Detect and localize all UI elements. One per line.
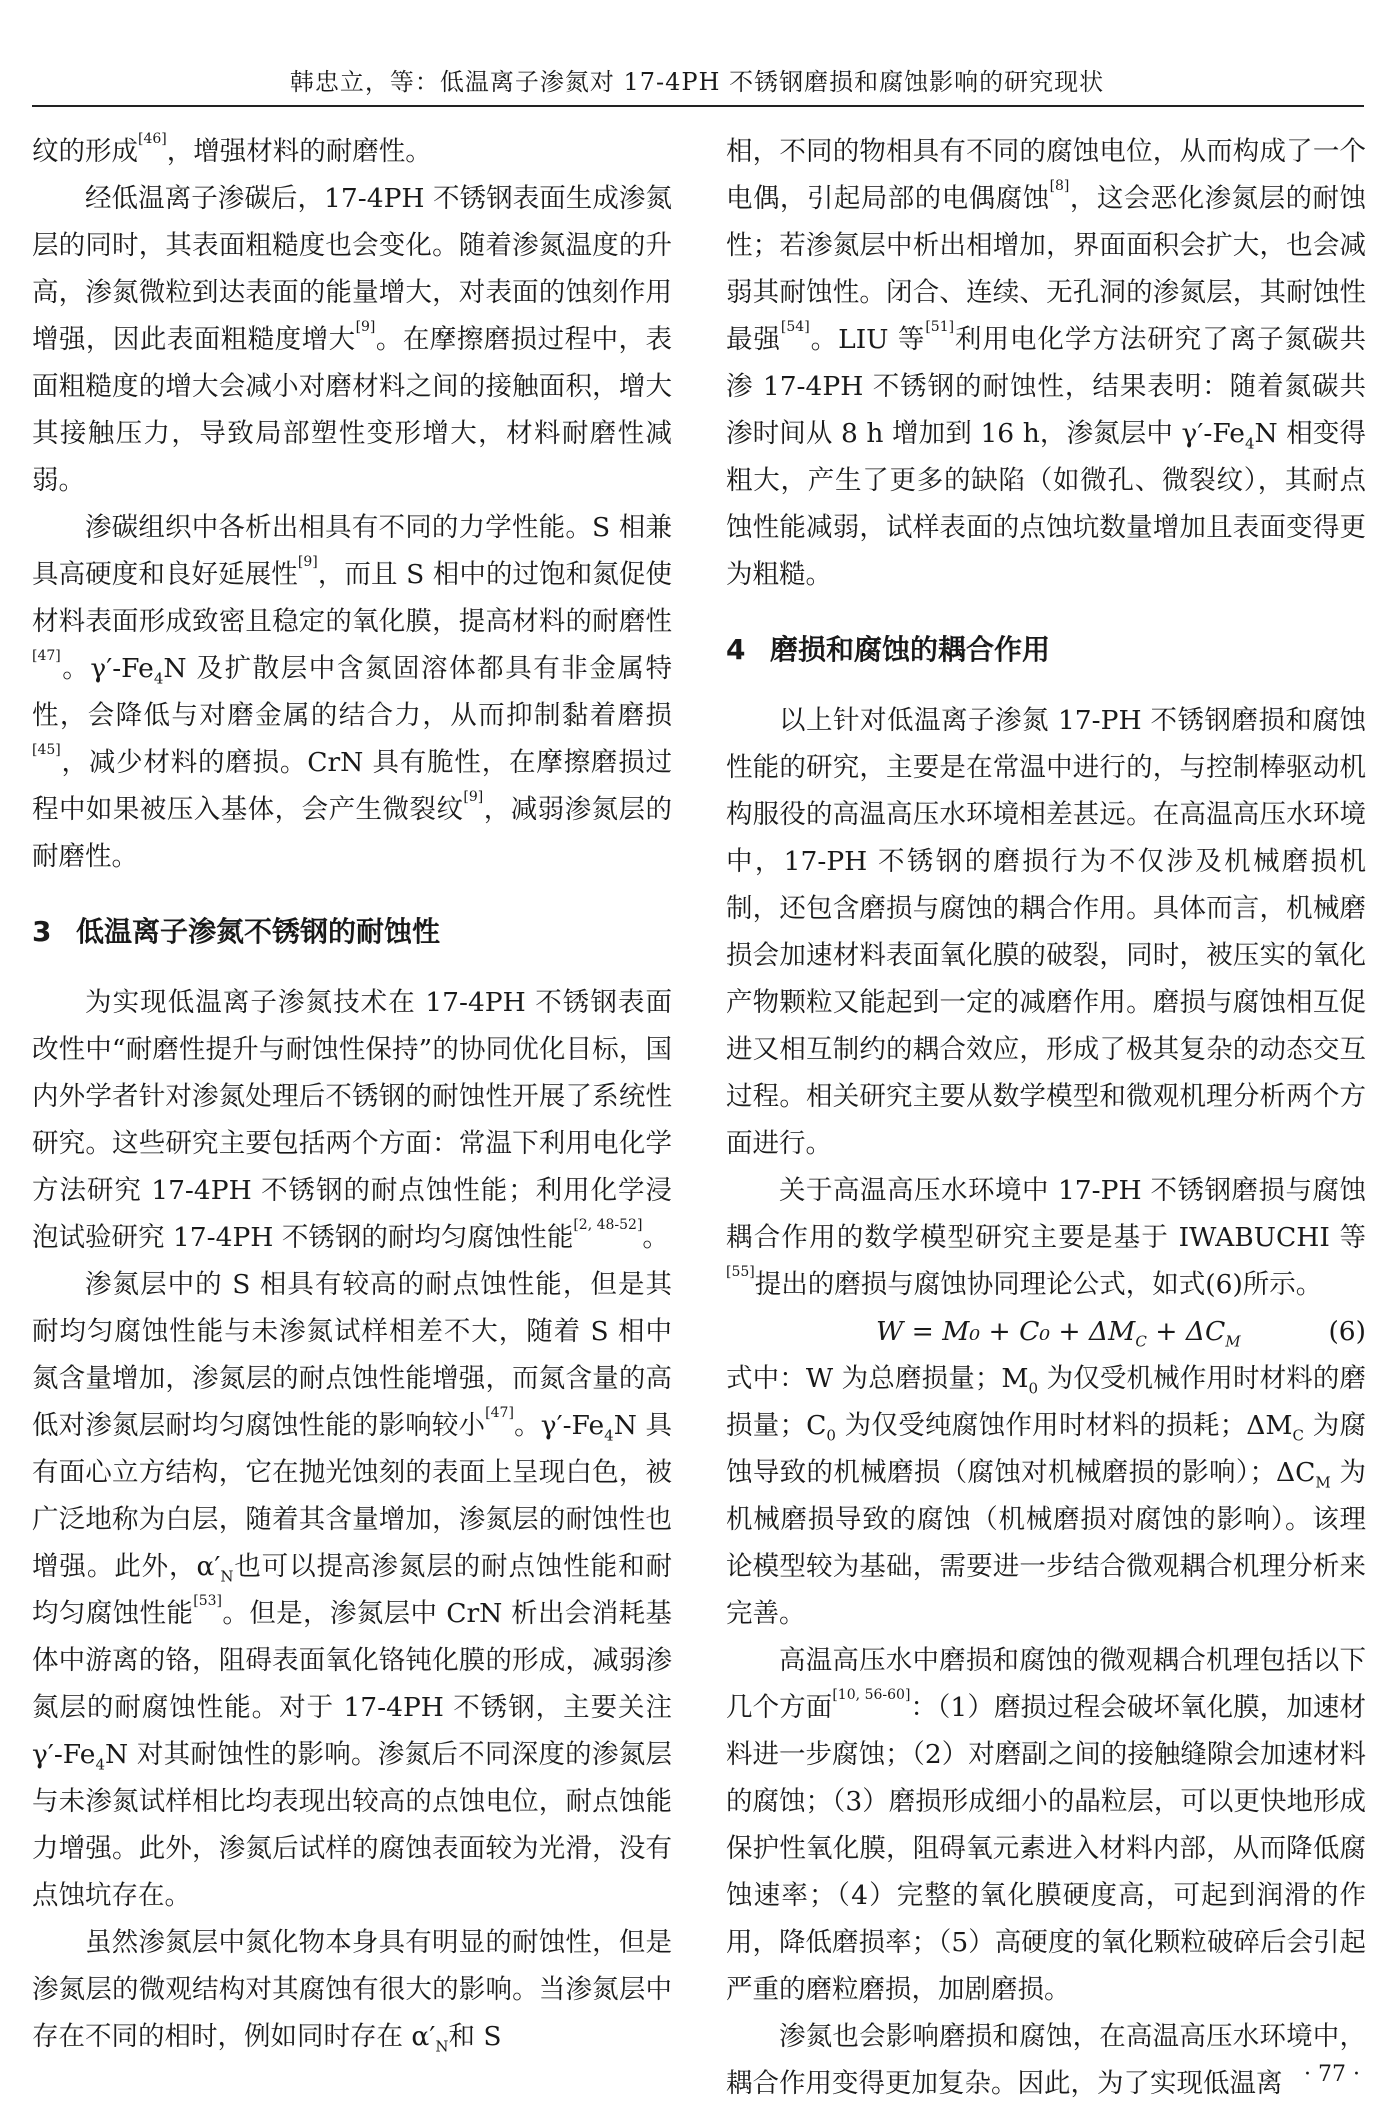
- section-number: 4: [726, 633, 746, 666]
- section-heading-3: [32, 908, 672, 955]
- citation[interactable]: [8]: [1049, 178, 1070, 194]
- citation[interactable]: [54]: [780, 319, 810, 335]
- citation[interactable]: [55]: [726, 1264, 755, 1280]
- paragraph: 高温高压水中磨损和腐蚀的微观耦合机理包括以下几个方面[10, 56-60]：（1）磨损过程会破坏氧化膜，加速材料进一步腐蚀；（2）对磨副之间的接触缝隙会加速材料的腐蚀；（3）磨损形成细小的晶粒层，可以更快地形成保护性氧化膜，阻碍氧元素进入材料内部，从而降低腐蚀速率；（4）完整的氧化膜硬度高，可起到润滑的作用，降低磨损率；（5）高硬度的氧化颗粒破碎后会引起严重的磨粒磨损，加剧磨损。: [726, 1645, 1366, 2005]
- running-header: [0, 0, 1394, 108]
- citation[interactable]: [46]: [138, 131, 167, 147]
- equation-6: [726, 1308, 1366, 1355]
- equation-body: $W = M_0 + C_0 + \Delta M_C + \Delta C_M$: [876, 1316, 1241, 1351]
- paragraph: 关于高温高压水环境中 17-PH 不锈钢磨损与腐蚀耦合作用的数学模型研究主要是基于 IWABUCHI 等[55]提出的磨损与腐蚀协同理论公式，如式(6)所示。: [726, 1175, 1366, 1300]
- section-title: 低温离子渗氮不锈钢的耐蚀性: [76, 915, 441, 948]
- section-title: 磨损和腐蚀的耦合作用: [770, 633, 1051, 666]
- citation[interactable]: [45]: [32, 742, 61, 758]
- paragraph: 虽然渗氮层中氮化物本身具有明显的耐蚀性，但是渗氮层的微观结构对其腐蚀有很大的影响。当渗氮层中存在不同的相时，例如同时存在 $\alpha'_N$和 S: [32, 1927, 672, 2056]
- citation[interactable]: [53]: [193, 1593, 223, 1609]
- citation[interactable]: [9]: [355, 319, 376, 335]
- header-rule: [32, 105, 1364, 107]
- header-title: 韩忠立，等：低温离子渗氮对 17-4PH 不锈钢磨损和腐蚀影响的研究现状: [289, 68, 1105, 96]
- citation[interactable]: [9]: [297, 554, 318, 570]
- paragraph: 为实现低温离子渗氮技术在 17-4PH 不锈钢表面改性中“耐磨性提升与耐蚀性保持”的协同优化目标，国内外学者针对渗氮处理后不锈钢的耐蚀性开展了系统性研究。这些研究主要包括两个方面：常温下利用电化学方法研究 17-4PH 不锈钢的耐点蚀性能；利用化学浸泡试验研究 17-4PH 不锈钢的耐均匀腐蚀性能[2, 48-52]。: [32, 987, 672, 1253]
- paragraph: 渗氮层中的 S 相具有较高的耐点蚀性能，但是其耐均匀腐蚀性能与未渗氮试样相差不大，随着 S 相中氮含量增加，渗氮层的耐点蚀性能增强，而氮含量的高低对渗氮层耐均匀腐蚀性能的影响较小[47]。$\gamma'-Fe_4N$ 具有面心立方结构，它在抛光蚀刻的表面上呈现白色，被广泛地称为白层，随着其含量增加，渗氮层的耐蚀性也增强。此外，$\alpha'_N$也可以提高渗氮层的耐点蚀性能和耐均匀腐蚀性能[53]。但是，渗氮层中 CrN 析出会消耗基体中游离的铬，阻碍表面氧化铬钝化膜的形成，减弱渗氮层的耐腐蚀性能。对于 17-4PH 不锈钢，主要关注 $\gamma'-Fe_4N$ 对其耐蚀性的影响。渗氮后不同深度的渗氮层与未渗氮试样相比均表现出较高的点蚀电位，耐点蚀能力增强。此外，渗氮后试样的腐蚀表面较为光滑，没有点蚀坑存在。: [32, 1269, 673, 1911]
- citation[interactable]: [9]: [463, 789, 484, 805]
- citation[interactable]: [2, 48-52]: [573, 1217, 643, 1233]
- citation[interactable]: [51]: [925, 319, 955, 335]
- paragraph: 以上针对低温离子渗氮 17-PH 不锈钢磨损和腐蚀性能的研究，主要是在常温中进行的，与控制棒驱动机构服役的高温高压水环境相差甚远。在高温高压水环境中，17-PH 不锈钢的磨损行为不仅涉及机械磨损机制，还包含磨损与腐蚀的耦合作用。具体而言，机械磨损会加速材料表面氧化膜的破裂，同时，被压实的氧化产物颗粒又能起到一定的减磨作用。磨损与腐蚀相互促进又相互制约的耦合效应，形成了极其复杂的动态交互过程。相关研究主要从数学模型和微观机理分析两个方面进行。: [726, 705, 1366, 1159]
- right-column: [726, 128, 1366, 2107]
- paragraph: 渗氮也会影响磨损和腐蚀，在高温高压水环境中，耦合作用变得更加复杂。因此，为了实现低温离: [726, 2021, 1366, 2099]
- paragraph: 渗碳组织中各析出相具有不同的力学性能。S 相兼具高硬度和良好延展性[9]，而且 S 相中的过饱和氮促使材料表面形成致密且稳定的氧化膜，提高材料的耐磨性[47]。$\gamma'-Fe_4N$ 及扩散层中含氮固溶体都具有非金属特性，会降低与对磨金属的结合力，从而抑制黏着磨损[45]，减少材料的磨损。CrN 具有脆性，在摩擦磨损过程中如果被压入基体，会产生微裂纹[9]，减弱渗氮层的耐磨性。: [32, 512, 673, 872]
- citation[interactable]: [10, 56-60]: [832, 1687, 911, 1703]
- page-number: · 77 ·: [1304, 2062, 1360, 2087]
- paragraph: 经低温离子渗碳后，17-4PH 不锈钢表面生成渗氮层的同时，其表面粗糙度也会变化。随着渗氮温度的升高，渗氮微粒到达表面的能量增大，对表面的蚀刻作用增强，因此表面粗糙度增大[9]。在摩擦磨损过程中，表面粗糙度的增大会减小对磨材料之间的接触面积，增大其接触压力，导致局部塑性变形增大，材料耐磨性减弱。: [32, 183, 673, 496]
- section-number: 3: [32, 915, 52, 948]
- paragraph: 纹的形成[46]，增强材料的耐磨性。: [32, 131, 432, 167]
- equation-number: (6): [1328, 1316, 1366, 1347]
- paragraph: 式中：W 为总磨损量；$M_0$ 为仅受机械作用时材料的磨损量；$C_0$ 为仅受纯腐蚀作用时材料的损耗；$\Delta M_C$ 为腐蚀导致的机械磨损（腐蚀对机械磨损的影响）；$\Delta C_M$ 为机械磨损导致的腐蚀（机械磨损对腐蚀的影响）。该理论模型较为基础，需要进一步结合微观耦合机理分析来完善。: [726, 1363, 1366, 1629]
- section-heading-4: [726, 626, 1366, 673]
- citation[interactable]: [47]: [32, 648, 61, 664]
- left-column: [32, 128, 672, 2060]
- paragraph: 相，不同的物相具有不同的腐蚀电位，从而构成了一个电偶，引起局部的电偶腐蚀[8]，这会恶化渗氮层的耐蚀性；若渗氮层中析出相增加，界面面积会扩大，也会减弱其耐蚀性。闭合、连续、无孔洞的渗氮层，其耐蚀性最强[54]。LIU 等[51]利用电化学方法研究了离子氮碳共渗 17-4PH 不锈钢的耐蚀性，结果表明：随着氮碳共渗时间从 8 h 增加到 16 h，渗氮层中 $\gamma'-Fe_4N$ 相变得粗大，产生了更多的缺陷（如微孔、微裂纹），其耐点蚀性能减弱，试样表面的点蚀坑数量增加且表面变得更为粗糙。: [726, 136, 1367, 590]
- citation[interactable]: [47]: [485, 1405, 514, 1421]
